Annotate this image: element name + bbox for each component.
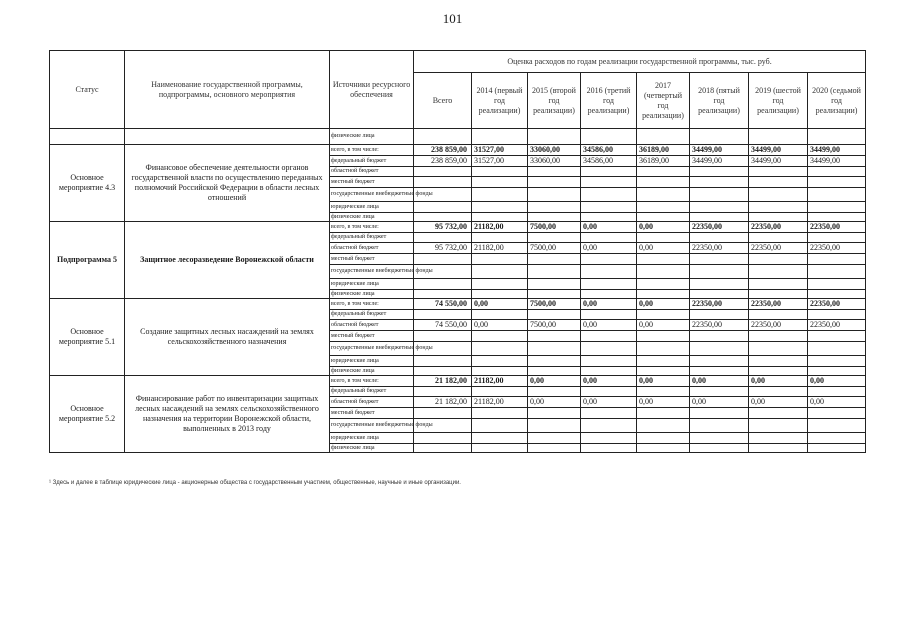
value-cell: 0,00 [690, 376, 749, 387]
value-cell [414, 177, 472, 188]
value-cell [690, 367, 749, 376]
leading-value-cell [749, 129, 808, 145]
value-cell: 34499,00 [690, 145, 749, 156]
leading-status-cell [50, 129, 125, 145]
value-cell [581, 356, 637, 367]
value-cell: 0,00 [581, 376, 637, 387]
value-cell [637, 202, 690, 213]
value-cell: 36189,00 [637, 145, 690, 156]
source-label: юридические лица [330, 279, 414, 290]
value-cell [414, 367, 472, 376]
value-cell: 0,00 [637, 397, 690, 408]
value-cell [690, 444, 749, 453]
value-cell [528, 367, 581, 376]
value-cell [808, 254, 866, 265]
value-cell: 0,00 [472, 320, 528, 331]
value-cell [637, 265, 690, 279]
value-cell [808, 433, 866, 444]
value-cell: 21 182,00 [414, 376, 472, 387]
value-cell: 22350,00 [749, 320, 808, 331]
value-cell [690, 356, 749, 367]
header-col-2017: 2017 (четвертый год реализации) [637, 73, 690, 129]
block-name: Защитное лесоразведение Воронежской области [125, 222, 330, 299]
value-cell: 22350,00 [808, 222, 866, 233]
source-label: федеральный бюджет [330, 233, 414, 243]
value-cell [637, 177, 690, 188]
value-cell [528, 408, 581, 419]
value-cell [690, 419, 749, 433]
value-cell [637, 188, 690, 202]
value-cell [581, 167, 637, 177]
value-cell [472, 167, 528, 177]
value-cell [581, 177, 637, 188]
block-status: Подпрограмма 5 [50, 222, 125, 299]
value-cell [414, 233, 472, 243]
value-cell: 0,00 [690, 397, 749, 408]
value-cell [749, 367, 808, 376]
value-cell: 238 859,00 [414, 145, 472, 156]
leading-value-cell [637, 129, 690, 145]
source-label: государственные внебюджетные фонды [330, 419, 414, 433]
source-label: областной бюджет [330, 167, 414, 177]
value-cell [528, 310, 581, 320]
value-cell: 0,00 [637, 320, 690, 331]
value-cell [581, 342, 637, 356]
value-cell [637, 367, 690, 376]
value-cell: 7500,00 [528, 320, 581, 331]
source-label: физические лица [330, 367, 414, 376]
value-cell: 238 859,00 [414, 156, 472, 167]
value-cell [528, 433, 581, 444]
value-cell: 95 732,00 [414, 222, 472, 233]
value-cell: 0,00 [581, 320, 637, 331]
value-cell [637, 408, 690, 419]
value-cell [808, 444, 866, 453]
value-cell: 34499,00 [808, 156, 866, 167]
value-cell [472, 356, 528, 367]
value-cell [414, 254, 472, 265]
value-cell [690, 279, 749, 290]
value-cell: 34499,00 [690, 156, 749, 167]
value-cell: 21182,00 [472, 222, 528, 233]
value-cell: 0,00 [637, 243, 690, 254]
value-cell [528, 202, 581, 213]
value-cell: 0,00 [581, 397, 637, 408]
header-col-2016: 2016 (третий год реализации) [581, 73, 637, 129]
value-cell [749, 254, 808, 265]
value-cell: 33060,00 [528, 145, 581, 156]
value-cell [528, 213, 581, 222]
block-status: Основное мероприятие 5.2 [50, 376, 125, 453]
value-cell [414, 387, 472, 397]
value-cell: 22350,00 [749, 299, 808, 310]
source-label: областной бюджет [330, 320, 414, 331]
value-cell [749, 444, 808, 453]
value-cell [637, 342, 690, 356]
value-cell [690, 387, 749, 397]
value-cell [581, 367, 637, 376]
value-cell: 0,00 [637, 376, 690, 387]
value-cell [414, 167, 472, 177]
source-label: государственные внебюджетные фонды [330, 188, 414, 202]
value-cell [581, 188, 637, 202]
header-col-2020: 2020 (седьмой год реализации) [808, 73, 866, 129]
source-label: физические лица [330, 444, 414, 453]
value-cell [808, 188, 866, 202]
value-cell [581, 419, 637, 433]
value-cell [749, 279, 808, 290]
value-cell [690, 188, 749, 202]
value-cell [581, 408, 637, 419]
value-cell [472, 310, 528, 320]
value-cell [690, 408, 749, 419]
source-label: местный бюджет [330, 331, 414, 342]
value-cell [414, 290, 472, 299]
value-cell [749, 167, 808, 177]
table-row [50, 222, 866, 233]
source-label: юридические лица [330, 433, 414, 444]
value-cell: 33060,00 [528, 156, 581, 167]
value-cell: 22350,00 [749, 243, 808, 254]
value-cell [637, 444, 690, 453]
value-cell [528, 254, 581, 265]
value-cell [472, 433, 528, 444]
value-cell [528, 167, 581, 177]
value-cell [472, 254, 528, 265]
source-label: областной бюджет [330, 397, 414, 408]
value-cell: 95 732,00 [414, 243, 472, 254]
value-cell [808, 331, 866, 342]
header-col-2014: 2014 (первый год реализации) [472, 73, 528, 129]
value-cell [808, 408, 866, 419]
value-cell [808, 356, 866, 367]
value-cell [808, 342, 866, 356]
value-cell [528, 265, 581, 279]
value-cell: 34499,00 [749, 156, 808, 167]
value-cell [808, 167, 866, 177]
expenditure-table [49, 50, 866, 453]
value-cell [808, 279, 866, 290]
value-cell [414, 433, 472, 444]
value-cell: 22350,00 [808, 320, 866, 331]
value-cell [690, 177, 749, 188]
value-cell [528, 188, 581, 202]
leading-value-cell [414, 129, 472, 145]
value-cell: 22350,00 [690, 299, 749, 310]
value-cell [414, 408, 472, 419]
value-cell [637, 233, 690, 243]
value-cell: 21182,00 [472, 376, 528, 387]
value-cell [808, 367, 866, 376]
value-cell [472, 408, 528, 419]
value-cell [690, 233, 749, 243]
value-cell [749, 408, 808, 419]
value-cell: 22350,00 [749, 222, 808, 233]
value-cell: 0,00 [528, 376, 581, 387]
source-label: местный бюджет [330, 254, 414, 265]
value-cell [414, 356, 472, 367]
value-cell: 34586,00 [581, 156, 637, 167]
value-cell [414, 202, 472, 213]
leading-value-cell [472, 129, 528, 145]
leading-value-cell [528, 129, 581, 145]
header-col-2019: 2019 (шестой год реализации) [749, 73, 808, 129]
table-row [50, 299, 866, 310]
value-cell [637, 310, 690, 320]
value-cell [528, 419, 581, 433]
value-cell [528, 444, 581, 453]
value-cell [637, 419, 690, 433]
value-cell [528, 331, 581, 342]
value-cell: 22350,00 [690, 320, 749, 331]
value-cell [690, 167, 749, 177]
value-cell: 0,00 [581, 243, 637, 254]
source-label: всего, в том числе: [330, 222, 414, 233]
value-cell [808, 202, 866, 213]
value-cell [472, 387, 528, 397]
value-cell [637, 356, 690, 367]
value-cell [808, 387, 866, 397]
value-cell [690, 433, 749, 444]
value-cell [808, 265, 866, 279]
source-label: физические лица [330, 290, 414, 299]
value-cell [749, 202, 808, 213]
value-cell: 34586,00 [581, 145, 637, 156]
header-col-2015: 2015 (второй год реализации) [528, 73, 581, 129]
value-cell [749, 290, 808, 299]
value-cell [528, 177, 581, 188]
value-cell [528, 342, 581, 356]
value-cell [637, 279, 690, 290]
value-cell: 36189,00 [637, 156, 690, 167]
value-cell [749, 177, 808, 188]
source-label: областной бюджет [330, 243, 414, 254]
value-cell [690, 290, 749, 299]
value-cell [690, 265, 749, 279]
value-cell [808, 213, 866, 222]
source-label: местный бюджет [330, 177, 414, 188]
value-cell [581, 265, 637, 279]
source-label: всего, в том числе: [330, 376, 414, 387]
value-cell [472, 419, 528, 433]
source-label: государственные внебюджетные фонды [330, 265, 414, 279]
block-status: Основное мероприятие 4.3 [50, 145, 125, 222]
value-cell: 21 182,00 [414, 397, 472, 408]
value-cell [749, 387, 808, 397]
header-name: Наименование государственной программы, подпрограммы, основного мероприятия [125, 51, 330, 129]
value-cell [690, 254, 749, 265]
value-cell: 0,00 [808, 376, 866, 387]
source-label: юридические лица [330, 356, 414, 367]
value-cell [581, 233, 637, 243]
block-status: Основное мероприятие 5.1 [50, 299, 125, 376]
leading-value-cell [690, 129, 749, 145]
header-estimate: Оценка расходов по годам реализации государственной программы, тыс. руб. [414, 51, 866, 73]
value-cell [581, 331, 637, 342]
value-cell [472, 444, 528, 453]
header-col-total: Всего [414, 73, 472, 129]
value-cell: 22350,00 [690, 222, 749, 233]
value-cell [749, 213, 808, 222]
value-cell: 0,00 [581, 299, 637, 310]
value-cell: 74 550,00 [414, 299, 472, 310]
value-cell [637, 167, 690, 177]
source-label: юридические лица [330, 202, 414, 213]
value-cell: 7500,00 [528, 299, 581, 310]
value-cell [581, 310, 637, 320]
value-cell [414, 310, 472, 320]
value-cell: 0,00 [808, 397, 866, 408]
value-cell [637, 387, 690, 397]
value-cell [637, 213, 690, 222]
value-cell [690, 213, 749, 222]
source-label: местный бюджет [330, 408, 414, 419]
value-cell [808, 177, 866, 188]
table-row [50, 376, 866, 387]
value-cell [637, 254, 690, 265]
value-cell [581, 387, 637, 397]
leading-value-cell [581, 129, 637, 145]
footnote: ¹ Здесь и далее в таблице юридические лица - акционерные общества с государственным участием, общественные, научные и иные организации. [49, 480, 461, 486]
value-cell [581, 290, 637, 299]
value-cell [472, 342, 528, 356]
value-cell: 34499,00 [749, 145, 808, 156]
value-cell [808, 233, 866, 243]
value-cell [808, 419, 866, 433]
value-cell [749, 265, 808, 279]
value-cell: 22350,00 [808, 243, 866, 254]
value-cell [528, 279, 581, 290]
value-cell [472, 279, 528, 290]
value-cell [690, 202, 749, 213]
value-cell [581, 202, 637, 213]
leading-value-cell [808, 129, 866, 145]
value-cell: 22350,00 [690, 243, 749, 254]
value-cell [581, 433, 637, 444]
value-cell [749, 310, 808, 320]
block-name: Финансовое обеспечение деятельности органов государственной власти по осуществлению переданных полномочий Российской Федерации в области лесных отношений [125, 145, 330, 222]
value-cell: 7500,00 [528, 243, 581, 254]
value-cell [690, 342, 749, 356]
value-cell: 0,00 [472, 299, 528, 310]
value-cell: 22350,00 [808, 299, 866, 310]
header-col-2018: 2018 (пятый год реализации) [690, 73, 749, 129]
value-cell [472, 331, 528, 342]
value-cell [581, 444, 637, 453]
value-cell [749, 356, 808, 367]
value-cell [749, 188, 808, 202]
value-cell [749, 342, 808, 356]
value-cell [528, 387, 581, 397]
value-cell [749, 331, 808, 342]
source-label: федеральный бюджет [330, 310, 414, 320]
value-cell [472, 177, 528, 188]
value-cell [414, 279, 472, 290]
value-cell [414, 444, 472, 453]
value-cell [581, 254, 637, 265]
value-cell [749, 233, 808, 243]
source-label: федеральный бюджет [330, 387, 414, 397]
header-sources: Источники ресурсного обеспечения [330, 51, 414, 129]
value-cell [808, 290, 866, 299]
value-cell [472, 188, 528, 202]
value-cell: 0,00 [749, 397, 808, 408]
value-cell [528, 233, 581, 243]
value-cell [472, 202, 528, 213]
value-cell [808, 310, 866, 320]
value-cell [637, 290, 690, 299]
source-label: государственные внебюджетные фонды [330, 342, 414, 356]
value-cell [472, 265, 528, 279]
value-cell: 21182,00 [472, 397, 528, 408]
value-cell [414, 213, 472, 222]
value-cell: 21182,00 [472, 243, 528, 254]
source-label: физические лица [330, 213, 414, 222]
value-cell [690, 310, 749, 320]
value-cell [414, 331, 472, 342]
block-name: Финансирование работ по инвентаризации защитных лесных насаждений на землях сельскохозяйственного назначения на территории Воронежской области, выполненных в 2013 году [125, 376, 330, 453]
value-cell: 34499,00 [808, 145, 866, 156]
value-cell [581, 213, 637, 222]
leading-name-cell [125, 129, 330, 145]
source-label: федеральный бюджет [330, 156, 414, 167]
value-cell: 0,00 [637, 299, 690, 310]
value-cell [637, 331, 690, 342]
value-cell: 0,00 [528, 397, 581, 408]
value-cell: 31527,00 [472, 156, 528, 167]
header-status: Статус [50, 51, 125, 129]
value-cell: 31527,00 [472, 145, 528, 156]
value-cell [637, 433, 690, 444]
value-cell [690, 331, 749, 342]
value-cell [472, 233, 528, 243]
value-cell [749, 419, 808, 433]
value-cell [528, 290, 581, 299]
value-cell [472, 290, 528, 299]
value-cell [528, 356, 581, 367]
value-cell: 0,00 [749, 376, 808, 387]
source-label: всего, в том числе: [330, 145, 414, 156]
table-row [50, 145, 866, 156]
value-cell: 74 550,00 [414, 320, 472, 331]
page-number: 101 [442, 11, 463, 26]
value-cell: 7500,00 [528, 222, 581, 233]
source-label: всего, в том числе: [330, 299, 414, 310]
block-name: Создание защитных лесных насаждений на землях сельскохозяйственного назначения [125, 299, 330, 376]
value-cell [472, 367, 528, 376]
value-cell [581, 279, 637, 290]
value-cell: 0,00 [637, 222, 690, 233]
leading-source-cell: физические лица [330, 129, 414, 145]
value-cell: 0,00 [581, 222, 637, 233]
value-cell [749, 433, 808, 444]
value-cell [472, 213, 528, 222]
